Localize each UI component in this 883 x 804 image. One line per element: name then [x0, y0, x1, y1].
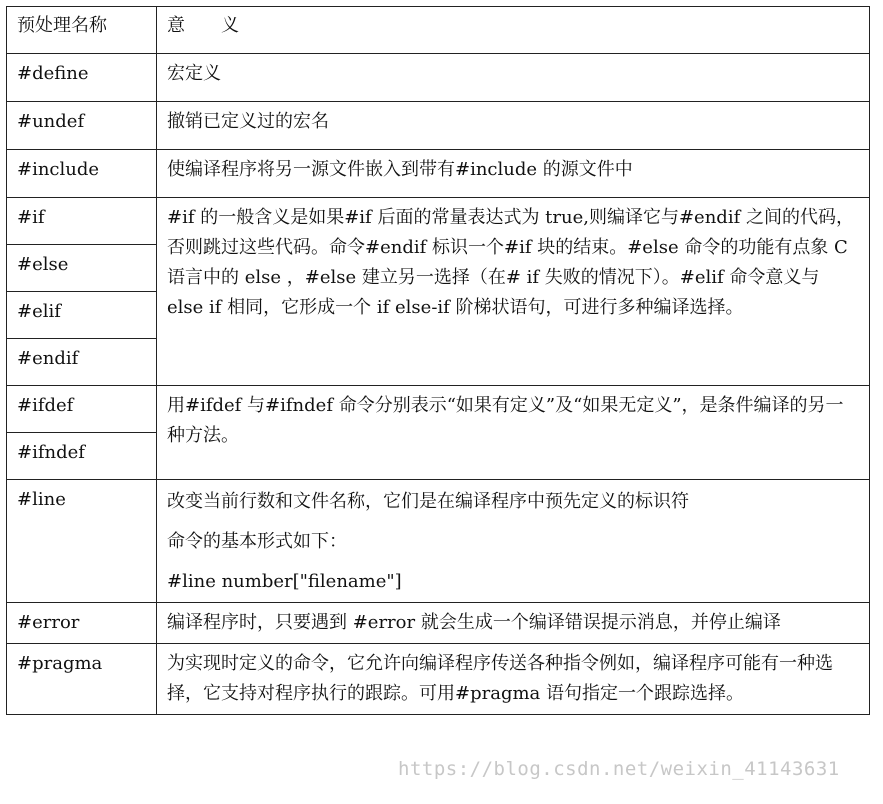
directive-name: #endif — [7, 339, 157, 386]
meaning-line: 命令的基本形式如下： — [167, 531, 347, 552]
table-row — [7, 480, 870, 603]
table-header-row — [7, 7, 870, 54]
header-meaning-cell — [157, 7, 870, 54]
table-row — [7, 603, 870, 644]
directive-name: #include — [7, 150, 157, 198]
directive-meaning: 编译程序时，只要遇到 #error 就会生成一个编译错误提示消息，并停止编译 — [157, 603, 870, 644]
header-name-cell: 预处理名称 — [7, 7, 157, 54]
directive-name: #ifdef — [7, 386, 157, 433]
directive-meaning: 撤销已定义过的宏名 — [157, 102, 870, 150]
table-row — [7, 198, 870, 245]
directive-name: #if — [7, 198, 157, 245]
directive-name: #ifndef — [7, 433, 157, 480]
directive-meaning: 宏定义 — [157, 54, 870, 102]
directive-name: #undef — [7, 102, 157, 150]
table-row — [7, 54, 870, 102]
directive-meaning — [157, 480, 870, 603]
directive-name: #define — [7, 54, 157, 102]
table-row — [7, 644, 870, 715]
table-row — [7, 386, 870, 433]
directive-name: #pragma — [7, 644, 157, 715]
directive-name: #elif — [7, 292, 157, 339]
table-row — [7, 150, 870, 198]
header-meaning-char-2: 义 — [221, 15, 241, 36]
preprocessor-table — [6, 6, 870, 715]
directive-meaning: #if 的一般含义是如果#if 后面的常量表达式为 true,则编译它与#endif 之间的代码，否则跳过这些代码。命令#endif 标识一个#if 块的结束。#else 命令的功能有点象 C 语言中的 else ，#else 建立另一选择（在# if 失败的情况下）。#elif 命令意义与 else if 相同，它形成一个 if else-if 阶梯状语句，可进行多种编译选择。 — [157, 198, 870, 386]
directive-meaning: 用#ifdef 与#ifndef 命令分别表示“如果有定义”及“如果无定义”，是条件编译的另一种方法。 — [157, 386, 870, 480]
meaning-line: #line number["filename"] — [167, 571, 402, 592]
watermark-text: https://blog.csdn.net/weixin_41143631 — [398, 758, 840, 780]
table-row — [7, 102, 870, 150]
directive-name: #error — [7, 603, 157, 644]
header-meaning-char-1: 意 — [167, 15, 187, 36]
directive-name: #else — [7, 245, 157, 292]
directive-meaning: 使编译程序将另一源文件嵌入到带有#include 的源文件中 — [157, 150, 870, 198]
directive-meaning: 为实现时定义的命令，它允许向编译程序传送各种指令例如，编译程序可能有一种选择，它支持对程序执行的跟踪。可用#pragma 语句指定一个跟踪选择。 — [157, 644, 870, 715]
directive-name: #line — [7, 480, 157, 603]
meaning-line: 改变当前行数和文件名称，它们是在编译程序中预先定义的标识符 — [167, 491, 689, 512]
